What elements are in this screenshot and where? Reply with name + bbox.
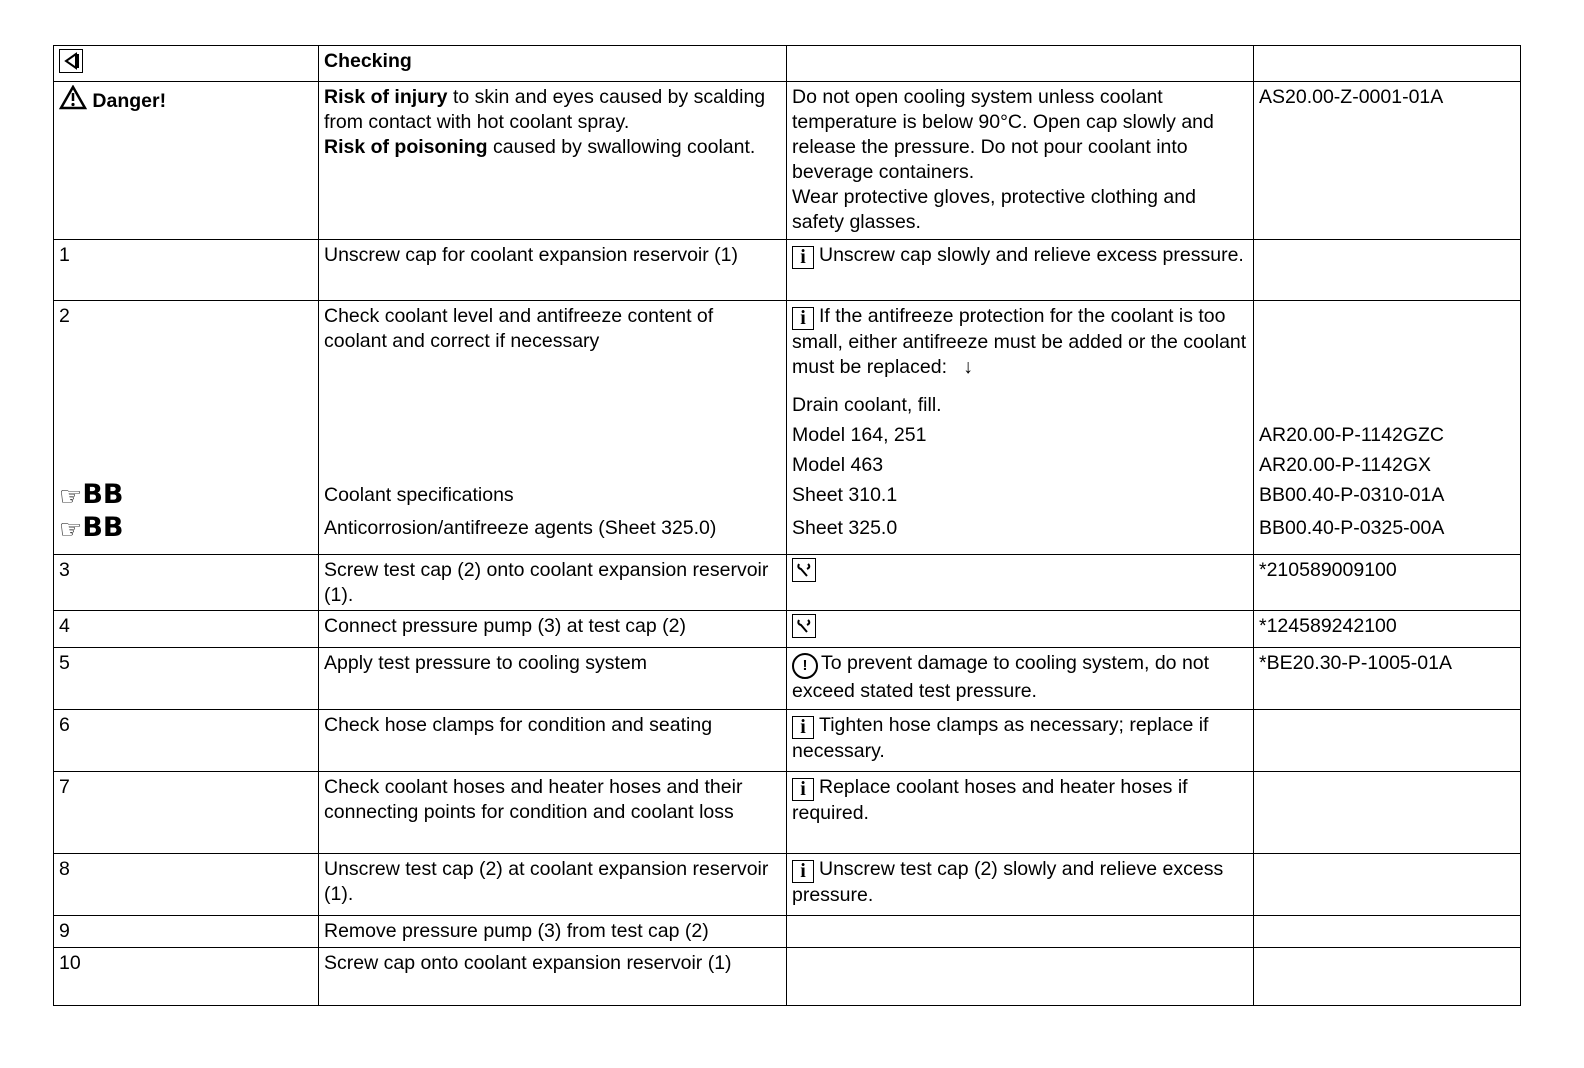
- step-number: 6: [54, 710, 319, 772]
- step-row-5: [54, 648, 1521, 710]
- danger-label: Danger!: [92, 90, 167, 112]
- danger-measures: Do not open cooling system unless coolant temperature is below 90°C. Open cap slowly and release the pressure. Do not pour coolant into beverage containers. Wear protective gloves, protective clothing and safety glasses.: [787, 82, 1254, 240]
- coolant-specifications-link[interactable]: Coolant specifications: [324, 484, 514, 506]
- step-text: Check coolant hoses and heater hoses and their connecting points for condition and coolant loss: [319, 772, 787, 854]
- step-text: Apply test pressure to cooling system: [319, 648, 787, 710]
- info-icon: i: [792, 860, 814, 883]
- procedure-table: [53, 45, 1521, 1006]
- special-tool-icon: [792, 558, 816, 582]
- special-tool-icon: [792, 614, 816, 638]
- step-row-4: [54, 611, 1521, 648]
- danger-row: [54, 82, 1521, 240]
- ref-link[interactable]: AR20.00-P-1142GX: [1259, 454, 1431, 476]
- step-text: Unscrew test cap (2) at coolant expansion reservoir (1).: [319, 854, 787, 916]
- step-row-9: [54, 916, 1521, 948]
- step-number: 3: [54, 555, 319, 611]
- step-note: [787, 555, 1254, 611]
- header-row: [54, 46, 1521, 82]
- header-title: Checking: [319, 46, 787, 82]
- step-text: Screw test cap (2) onto coolant expansion reservoir (1).: [319, 555, 787, 611]
- step-ref[interactable]: *210589009100: [1254, 555, 1521, 611]
- danger-risks: Risk of injury to skin and eyes caused by scalding from contact with hot coolant spray. Risk of poisoning caused by swallowing coolant.: [319, 82, 787, 240]
- step-ref-col: [1254, 301, 1521, 555]
- info-icon: i: [792, 778, 814, 801]
- step-ref[interactable]: *124589242100: [1254, 611, 1521, 648]
- step-note: i Replace coolant hoses and heater hoses if required.: [787, 772, 1254, 854]
- step-text: Unscrew cap for coolant expansion reservoir (1): [319, 240, 787, 301]
- step-ref: [1254, 948, 1521, 1006]
- step-note: ! To prevent damage to cooling system, do not exceed stated test pressure.: [787, 648, 1254, 710]
- step-row-3: [54, 555, 1521, 611]
- step-row-7: [54, 772, 1521, 854]
- bb-reference-1: ☞BB: [59, 479, 124, 511]
- danger-ref: AS20.00-Z-0001-01A: [1254, 82, 1521, 240]
- step-number: 9: [54, 916, 319, 948]
- down-arrow-icon: ↓: [963, 356, 974, 378]
- step-note: [787, 916, 1254, 948]
- step-note: i Tighten hose clamps as necessary; replace if necessary.: [787, 710, 1254, 772]
- pointing-hand-icon: ☞: [59, 514, 83, 544]
- step-row-2: [54, 301, 1521, 555]
- back-arrow-icon[interactable]: [59, 49, 83, 73]
- step-ref: [1254, 710, 1521, 772]
- step-note: [787, 948, 1254, 1006]
- step-ref: [1254, 916, 1521, 948]
- info-icon: i: [792, 246, 814, 269]
- pointing-hand-icon: ☞: [59, 481, 83, 511]
- step-ref[interactable]: *BE20.30-P-1005-01A: [1254, 648, 1521, 710]
- step-text-col: Check coolant level and antifreeze content of coolant and correct if necessary Coolant specifications Anticorrosion/antifreeze agents (Sheet 325.0): [319, 301, 787, 555]
- header-cell-icon: [54, 46, 319, 82]
- caution-icon: !: [792, 653, 818, 679]
- step-number-col: 2 ☞BB ☞BB: [54, 301, 319, 555]
- step-number: 4: [54, 611, 319, 648]
- step-number: 8: [54, 854, 319, 916]
- ref-link[interactable]: BB00.40-P-0325-00A: [1259, 517, 1445, 539]
- step-text: Connect pressure pump (3) at test cap (2): [319, 611, 787, 648]
- step-text: Screw cap onto coolant expansion reservoir (1): [319, 948, 787, 1006]
- ref-link[interactable]: AR20.00-P-1142GZC: [1259, 424, 1444, 446]
- step-row-10: [54, 948, 1521, 1006]
- step-ref: [1254, 240, 1521, 301]
- info-icon: i: [792, 716, 814, 739]
- ref-link[interactable]: BB00.40-P-0310-01A: [1259, 484, 1445, 506]
- step-note-col: i If the antifreeze protection for the coolant is too small, either antifreeze must be added or the coolant must be replaced: ↓ Drain coolant, fill. Model 164, 251 Model 463 Sheet 310.1 Sheet 325.0: [787, 301, 1254, 555]
- warning-triangle-icon: [59, 90, 92, 112]
- step-number: 10: [54, 948, 319, 1006]
- info-icon: i: [792, 307, 814, 330]
- step-ref: [1254, 772, 1521, 854]
- step-note: i Unscrew test cap (2) slowly and relieve excess pressure.: [787, 854, 1254, 916]
- step-ref: [1254, 854, 1521, 916]
- anticorrosion-agents-link[interactable]: Anticorrosion/antifreeze agents (Sheet 325.0): [324, 517, 717, 539]
- step-row-6: [54, 710, 1521, 772]
- step-number: 1: [54, 240, 319, 301]
- step-text: Remove pressure pump (3) from test cap (2): [319, 916, 787, 948]
- step-row-1: [54, 240, 1521, 301]
- danger-cell: [54, 82, 319, 240]
- step-note: i Unscrew cap slowly and relieve excess pressure.: [787, 240, 1254, 301]
- bb-reference-2: ☞BB: [59, 512, 124, 544]
- step-number: 7: [54, 772, 319, 854]
- step-number: 5: [54, 648, 319, 710]
- step-note: [787, 611, 1254, 648]
- step-row-8: [54, 854, 1521, 916]
- step-text: Check hose clamps for condition and seating: [319, 710, 787, 772]
